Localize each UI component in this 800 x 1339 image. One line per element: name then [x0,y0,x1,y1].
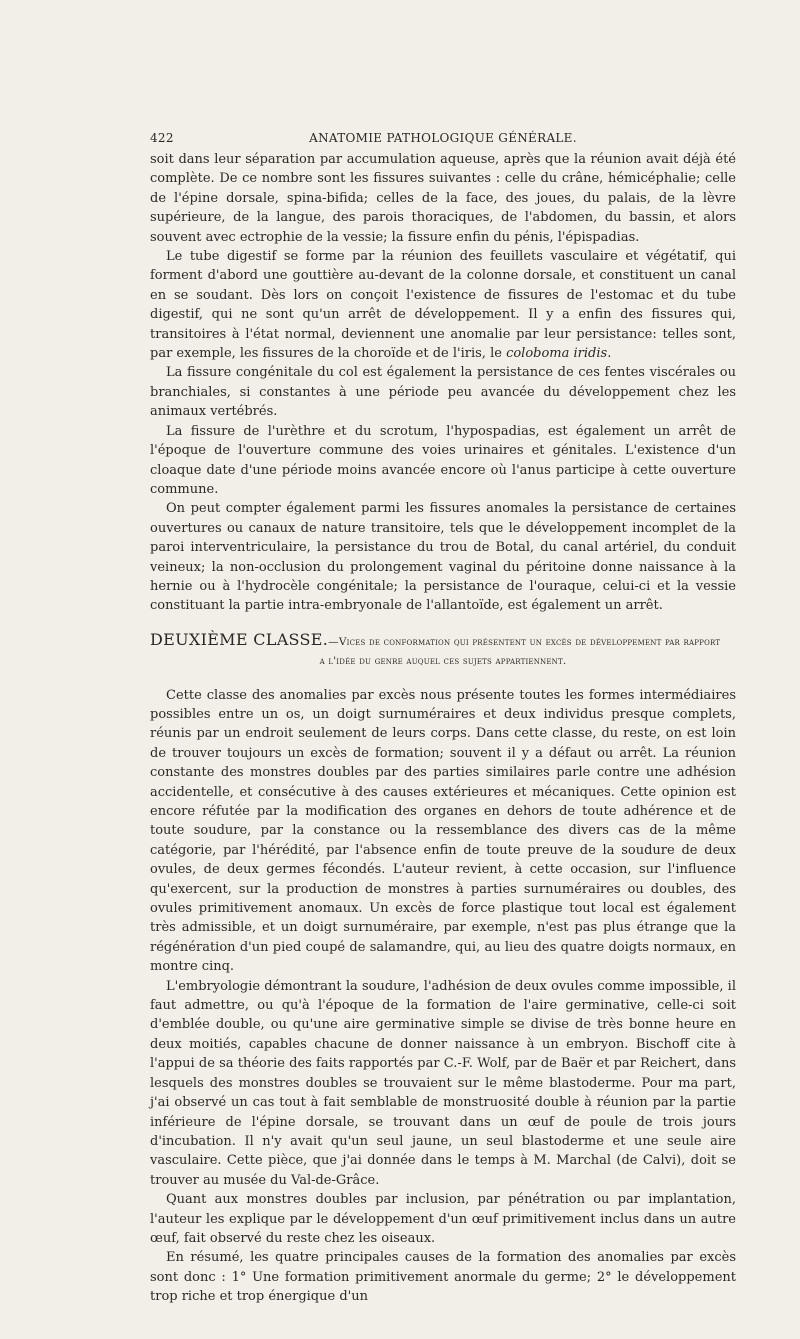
section-title: DEUXIÈME CLASSE. [150,629,329,649]
body-text [150,150,736,1307]
paragraph: On peut compter également parmi les fissures anomales la persistance de certaines ouvertures ou canaux de nature transitoire, tels que le développement incomplet de la paroi interventriculaire, la persistance du trou de Botal, du canal artériel, du conduit veineux; la non-occlusion du prolongement vaginal du péritoine donne naissance à la hernie ou à l'hydrocèle congénitale; la persistance de l'ouraque, celui-ci et la vessie constituant la partie intra-embryonale de l'allantoïde, est également un arrêt. [150,501,736,614]
paragraph: En résumé, les quatre principales causes de la formation des anomalies par excès sont donc : 1° Une formation primitivement anormale du germe; 2° le développement trop riche et trop énergique d'un [150,1250,736,1305]
section-heading [150,630,736,672]
section-description: —Vices de conformation qui présentent un excès de développement par rapport [328,635,721,648]
paragraph-text: Le tube digestif se forme par la réunion des feuillets vasculaire et végétatif, qui forment d'abord une gouttière au-devant de la colonne dorsale, et constituent un canal en se soudant. Dès lors on conçoit l'existence de fissures de l'estomac et du tube digestif, qui ne sont qu'un arrêt de développement. Il y a enfin des fissures qui, transitoires à l'état normal, deviennent une anomalie par leur persistance: telles sont, par exemple, les fissures de la choroïde et de l'iris, le [150,249,736,362]
paragraph: soit dans leur séparation par accumulation aqueuse, après que la réunion avait déjà été complète. De ce nombre sont les fissures suivantes : celle du crâne, hémicéphalie; celle de l'épine dorsale, spina-bifida; celles de la face, des joues, du palais, de la lèvre supérieure, de la langue, des parois thoraciques, de l'abdomen, du bassin, et alors souvent avec ectrophie de la vessie; la fissure enfin du pénis, l'épispadias. [150,152,736,245]
page-number: 422 [150,131,174,145]
paragraph: Quant aux monstres doubles par inclusion, par pénétration ou par implantation, l'auteur les explique par le développement d'un œuf primitivement inclus dans un autre œuf, fait observé du reste chez les oiseaux. [150,1192,736,1246]
section-description-line2: a l'idée du genre auquel ces sujets appartiennent. [319,655,567,668]
paragraph: La fissure congénitale du col est également la persistance de ces fentes viscérales ou branchiales, si constantes à une période peu avancée du développement chez les animaux vertébrés. [150,365,736,420]
paragraph: La fissure de l'urèthre et du scrotum, l'hypospadias, est également un arrêt de l'époque de l'ouverture commune des voies urinaires et génitales. L'existence d'un cloaque date d'une période moins avancée encore où l'anus participe à cette ouverture commune. [150,423,736,497]
paragraph: Le tube digestif se forme par la réunion des feuillets vasculaire et végétatif, qui forment d'abord une gouttière au-devant de la colonne dorsale, et constituent un canal en se soudant. Dès lors on conçoit l'existence de fissures de l'estomac et du tube digestif, qui ne sont qu'un arrêt de développement. Il y a enfin des fissures qui, transitoires à l'état normal, deviennent une anomalie par leur persistance: telles sont, par exemple, les fissures de la choroïde et de l'iris, le coloboma iridis. [150,249,736,362]
page-header [150,131,736,149]
paragraph: L'embryologie démontrant la soudure, l'adhésion de deux ovules comme impossible, il faut admettre, ou qu'à l'époque de la formation de l'aire germinative, celle-ci soit d'emblée double, ou qu'une aire germinative simple se divise de très bonne heure en deux moitiés, capables chacune de donner naissance à un embryon. Bischoff cite à l'appui de sa théorie des faits rapportés par C.-F. Wolf, par de Baër et par Reichert, dans lesquels des monstres doubles se trouvaient sur le même blastoderme. Pour ma part, j'ai observé un cas tout à fait semblable de monstruosité double à réunion par la partie inférieure de l'épine dorsale, se trouvant dans un œuf de poule de trois jours d'incubation. Il n'y avait qu'un seul jaune, un seul blastoderme et une seule aire vasculaire. Cette pièce, que j'ai donnée dans le temps à M. Marchal (de Calvi), doit se trouver au musée du Val-de-Grâce. [150,978,736,1188]
running-title: ANATOMIE PATHOLOGIQUE GÉNÉRALE. [309,131,577,145]
paragraph: Cette classe des anomalies par excès nous présente toutes les formes intermédiaires possibles entre un os, un doigt surnuméraires et deux individus presque complets, réunis par un endroit seulement de leurs corps. Dans cette classe, du reste, on est loin de trouver toujours un excès de formation; souvent il y a défaut ou arrêt. La réunion constante des monstres doubles par des parties similaires parle contre une adhésion accidentelle, et consécutive à des causes extérieures et mécaniques. Cette opinion est encore réfutée par la modification des organes en dehors de toute adhérence et de toute soudure, par la constance ou la ressemblance des divers cas de la même catégorie, par l'hérédité, par l'absence enfin de toute preuve de la soudure de deux ovules, de deux germes fécondés. L'auteur revient, à cette occasion, sur l'influence qu'exercent, sur la production de monstres à parties surnuméraires ou doubles, des ovules primitivement anomaux. Un excès de force plastique tout local est également très admissible, et un doigt surnuméraire, par exemple, n'est pas plus étrange que la régénération d'un pied coupé de salamandre, qui, au lieu des quatre doigts normaux, en montre cinq. [150,687,736,975]
latin-term: coloboma iridis [506,346,608,362]
